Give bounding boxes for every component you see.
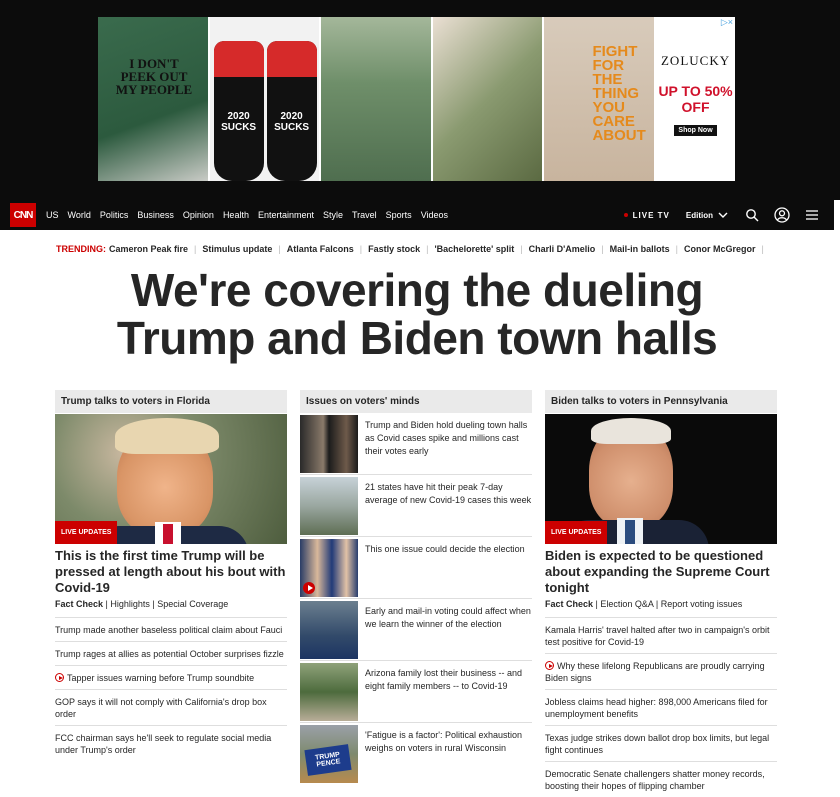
story-thumbnail[interactable] xyxy=(300,663,358,721)
ad-banner[interactable] xyxy=(98,17,735,181)
play-icon xyxy=(545,661,554,670)
account-icon[interactable] xyxy=(774,207,790,223)
ad-brand[interactable] xyxy=(656,17,735,181)
list-item[interactable] xyxy=(300,661,532,723)
nav-link-opinion[interactable]: Opinion xyxy=(182,210,214,220)
ad-tile-blouse[interactable] xyxy=(321,17,431,181)
special-coverage-link[interactable]: Special Coverage xyxy=(157,599,229,609)
live-tv-link[interactable] xyxy=(624,211,670,220)
nav-link-health[interactable]: Health xyxy=(222,210,249,220)
ad-strip xyxy=(0,0,840,200)
sock-image: 2020 SUCKS xyxy=(267,41,317,181)
column-header[interactable]: Issues on voters' minds xyxy=(300,390,532,413)
list-item[interactable] xyxy=(300,413,532,475)
nav-link-us[interactable]: US xyxy=(46,210,59,220)
lead-story-title[interactable]: This is the first time Trump will be pressed at length about his bout with Covid-19 xyxy=(55,548,286,595)
list-item[interactable] xyxy=(55,665,287,689)
trending-item[interactable]: Stimulus update xyxy=(202,244,273,254)
lead-story-links: Fact Check | Election Q&A | Report voting issues xyxy=(545,599,743,609)
trending-item[interactable]: Fastly stock xyxy=(368,244,421,254)
list-item[interactable]: Kamala Harris' travel halted after two in campaign's orbit test positive for Covid-19 xyxy=(545,617,777,653)
story-headline[interactable]: 21 states have hit their peak 7-day average of new Covid-19 cases this week xyxy=(365,482,532,505)
trending-label: TRENDING: xyxy=(56,244,106,254)
ad-tile-sweatshirt[interactable] xyxy=(98,17,208,181)
list-item[interactable]: Texas judge strikes down ballot drop box limits, but legal fight continues xyxy=(545,725,777,761)
fact-check-link[interactable]: Fact Check xyxy=(545,599,594,609)
list-item[interactable] xyxy=(300,599,532,661)
nav-link-entertainment[interactable]: Entertainment xyxy=(257,210,314,220)
story-thumbnail[interactable] xyxy=(300,601,358,659)
trending-item[interactable]: Atlanta Falcons xyxy=(286,244,354,254)
ad-tile-shirt[interactable] xyxy=(544,17,654,181)
nav-link-travel[interactable]: Travel xyxy=(352,210,377,220)
live-updates-badge: LIVE UPDATES xyxy=(55,521,117,544)
story-headline[interactable]: This one issue could decide the election xyxy=(365,544,525,554)
chevron-down-icon xyxy=(718,211,728,219)
ad-tile-text: I DON'T PEEK OUT MY PEOPLE xyxy=(115,56,193,97)
trending-item[interactable]: Mail-in ballots xyxy=(609,244,670,254)
campaign-sign: TRUMP PENCE xyxy=(304,744,351,776)
main-headline[interactable] xyxy=(0,266,834,362)
headline-line: Trump and Biden town halls xyxy=(116,312,718,364)
live-updates-badge: LIVE UPDATES xyxy=(545,521,607,544)
list-item[interactable] xyxy=(545,653,777,689)
play-icon xyxy=(303,582,315,594)
cnn-logo[interactable]: CNN xyxy=(10,203,36,227)
list-item[interactable]: Jobless claims head higher: 898,000 Americans filed for unemployment benefits xyxy=(545,689,777,725)
edition-label: Edition xyxy=(685,210,713,220)
ad-tile-text: FIGHT FOR THE THING YOU CARE ABOUT xyxy=(592,43,646,144)
ad-tile-shoes[interactable] xyxy=(433,17,543,181)
nav-link-sports[interactable]: Sports xyxy=(385,210,412,220)
column-header[interactable]: Biden talks to voters in Pennsylvania xyxy=(545,390,777,413)
trending-item[interactable]: Cameron Peak fire xyxy=(109,244,189,254)
nav-link-politics[interactable]: Politics xyxy=(99,210,129,220)
list-item[interactable] xyxy=(300,475,532,537)
trump-photo[interactable] xyxy=(55,414,287,544)
story-headline[interactable]: Trump and Biden hold dueling town halls as Covid cases spike and millions cast their votes early xyxy=(365,420,528,456)
story-headline[interactable]: Arizona family lost their business -- and eight family members -- to Covid-19 xyxy=(365,668,523,691)
highlights-link[interactable]: Highlights xyxy=(110,599,150,609)
left-column xyxy=(55,390,287,761)
edition-dropdown[interactable] xyxy=(686,211,728,220)
report-voting-issues-link[interactable]: Report voting issues xyxy=(660,599,743,609)
sock-image: 2020 SUCKS xyxy=(214,41,264,181)
election-qa-link[interactable]: Election Q&A xyxy=(600,599,654,609)
column-header[interactable]: Trump talks to voters in Florida xyxy=(55,390,287,413)
list-item[interactable]: Democratic Senate challengers shatter money records, boosting their hopes of flipping chamber xyxy=(545,761,777,797)
nav-right xyxy=(624,207,834,223)
nav-link-business[interactable]: Business xyxy=(137,210,174,220)
lead-story-links: Fact Check | Highlights | Special Coverage xyxy=(55,599,229,609)
menu-icon[interactable] xyxy=(804,207,820,223)
trending-bar: TRENDING: Cameron Peak fire | Stimulus update | Atlanta Falcons | Fastly stock | 'Bachelorette' split | Charli D'Amelio | Mail-in ballots | Conor McGregor | xyxy=(56,244,764,254)
middle-column xyxy=(300,390,532,785)
headline-line: We're covering the dueling xyxy=(130,264,704,316)
trending-item[interactable]: 'Bachelorette' split xyxy=(434,244,515,254)
list-item[interactable]: Trump rages at allies as potential October surprises fizzle xyxy=(55,641,287,665)
play-icon xyxy=(55,673,64,682)
nav-link-style[interactable]: Style xyxy=(322,210,343,220)
trending-item[interactable]: Charli D'Amelio xyxy=(528,244,596,254)
story-thumbnail[interactable] xyxy=(300,415,358,473)
nav-link-world[interactable]: World xyxy=(67,210,91,220)
right-column xyxy=(545,390,777,797)
list-item[interactable]: FCC chairman says he'll seek to regulate social media under Trump's order xyxy=(55,725,287,761)
story-headline[interactable]: Early and mail-in voting could affect when we learn the winner of the election xyxy=(365,606,531,629)
ad-offer: UP TO 50% OFF xyxy=(658,83,733,115)
biden-photo[interactable] xyxy=(545,414,777,544)
list-item-label: Tapper issues warning before Trump soundbite xyxy=(67,673,255,683)
adchoices-icon[interactable]: ▷× xyxy=(720,17,733,27)
story-headline[interactable]: 'Fatigue is a factor': Political exhaustion weighs on voters in rural Wisconsin xyxy=(365,730,523,753)
ad-tile-socks[interactable] xyxy=(210,17,320,181)
story-thumbnail[interactable] xyxy=(300,539,358,597)
fact-check-link[interactable]: Fact Check xyxy=(55,599,104,609)
story-thumbnail[interactable] xyxy=(300,477,358,535)
story-thumbnail[interactable] xyxy=(300,725,358,783)
list-item[interactable] xyxy=(300,537,532,599)
list-item[interactable] xyxy=(300,723,532,785)
list-item[interactable]: Trump made another baseless political claim about Fauci xyxy=(55,617,287,641)
top-nav xyxy=(0,200,834,230)
nav-links xyxy=(46,210,457,220)
live-dot-icon xyxy=(624,213,628,217)
ad-brand-name: ZOLUCKY xyxy=(660,53,731,68)
nav-link-videos[interactable]: Videos xyxy=(420,210,449,220)
live-tv-label: LIVE TV xyxy=(632,210,670,220)
list-item-label: Why these lifelong Republicans are proudly carrying Biden signs xyxy=(545,661,765,683)
search-icon[interactable] xyxy=(744,207,760,223)
page-edge xyxy=(834,200,840,230)
lead-story-title[interactable]: Biden is expected to be questioned about expanding the Supreme Court tonight xyxy=(545,548,770,595)
trending-item[interactable]: Conor McGregor xyxy=(684,244,756,254)
list-item[interactable]: GOP says it will not comply with California's drop box order xyxy=(55,689,287,725)
shop-now-button[interactable]: Shop Now xyxy=(674,125,716,136)
